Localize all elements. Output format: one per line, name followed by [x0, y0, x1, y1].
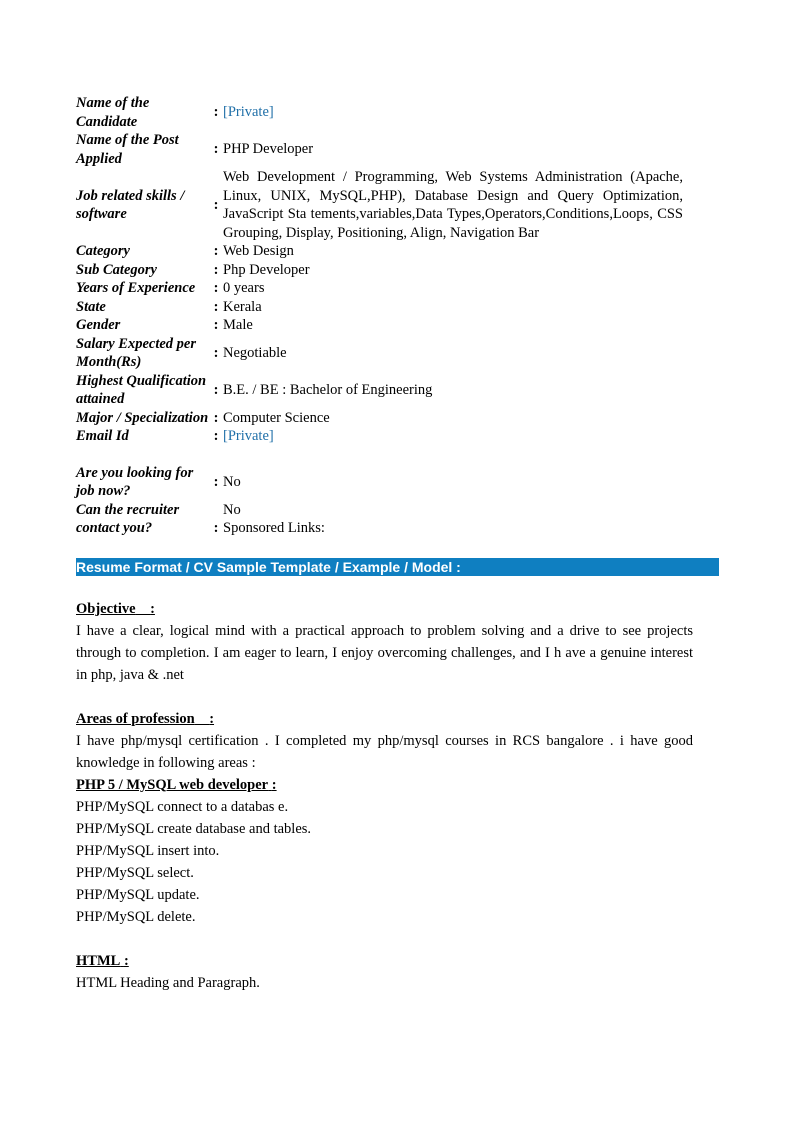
contact-value: No	[223, 501, 241, 518]
profile-value: 0 years	[223, 280, 265, 296]
objective-text: I have a clear, logical mind with a practical approach to problem solving and a drive to see projects through to completion. I am eager to learn, I enjoy overcoming challenges, and I h ave a genuine interest in php, java & .net	[76, 622, 693, 683]
private-link[interactable]: [Private]	[223, 104, 274, 121]
objective-heading	[76, 598, 719, 620]
profile-row	[76, 261, 719, 280]
looking-value: No	[223, 473, 241, 490]
colon: :	[213, 243, 219, 259]
profile-row	[76, 409, 719, 428]
contact-values	[223, 501, 719, 538]
colon: :	[213, 298, 219, 315]
colon: :	[213, 141, 219, 158]
private-link[interactable]: [Private]	[223, 428, 274, 444]
profile-extra-rows	[76, 446, 719, 538]
sponsored-links: Sponsored Links:	[223, 520, 325, 536]
profile-value: Kerala	[223, 298, 262, 315]
profile-row	[76, 427, 719, 446]
profile-value: Computer Science	[223, 409, 330, 426]
topic-item: PHP/MySQL select.	[76, 864, 194, 881]
php-topic-list	[76, 796, 719, 928]
profile-value: B.E. / BE : Bachelor of Engineering	[223, 381, 433, 398]
profile-row	[76, 279, 719, 298]
section-banner: Resume Format / CV Sample Template / Example / Model :	[76, 558, 719, 576]
profile-row	[76, 242, 719, 261]
areas-text: I have php/mysql certification . I completed my php/mysql courses in RCS bangalore . i have good knowledge in following areas :	[76, 732, 693, 771]
spacer	[76, 576, 719, 598]
colon: :	[213, 409, 219, 426]
topic-item: PHP/MySQL create database and tables.	[76, 820, 312, 837]
profile-row	[76, 94, 719, 131]
profile-rows	[76, 94, 719, 446]
profile-label: Gender	[76, 317, 121, 333]
colon: :	[213, 196, 219, 213]
profile-value: Php Developer	[223, 261, 310, 278]
profile-row-contact	[76, 501, 719, 538]
spacer	[76, 686, 719, 708]
profile-label: Years of Experience	[76, 280, 196, 296]
spacer	[76, 928, 719, 950]
areas-heading	[76, 708, 719, 730]
profile-row	[76, 131, 719, 168]
colon: :	[213, 344, 219, 361]
objective-colon: :	[150, 600, 155, 617]
areas-colon: :	[209, 710, 215, 727]
profile-label: Salary Expected per Month(Rs)	[76, 335, 197, 370]
colon: :	[213, 317, 219, 333]
topic-item: HTML Heading and Paragraph.	[76, 974, 260, 991]
profile-row	[76, 335, 719, 372]
colon: :	[213, 280, 219, 296]
objective-heading-text: Objective	[76, 600, 136, 617]
topic-item: PHP/MySQL connect to a databas e.	[76, 798, 289, 815]
php-heading	[76, 774, 719, 796]
colon: :	[213, 428, 219, 444]
profile-row	[76, 372, 719, 409]
php-heading-text: PHP 5 / MySQL web developer	[76, 776, 269, 793]
areas-heading-text: Areas of profession	[76, 710, 195, 727]
looking-label: Are you looking for job now?	[76, 464, 194, 499]
html-colon: :	[123, 952, 129, 969]
contact-label: Can the recruiter contact you?	[76, 501, 180, 536]
profile-label: State	[76, 298, 106, 315]
colon: :	[213, 473, 219, 490]
spacer-row	[76, 446, 719, 464]
html-heading-text: HTML	[76, 952, 121, 969]
profile-value: Web Design	[223, 243, 294, 259]
profile-value: Male	[223, 317, 253, 333]
profile-value: Negotiable	[223, 344, 287, 361]
colon: :	[213, 381, 219, 398]
profile-row	[76, 168, 719, 242]
profile-label: Category	[76, 243, 130, 259]
profile-label: Highest Qualification attained	[76, 372, 207, 407]
topic-item: PHP/MySQL insert into.	[76, 842, 220, 859]
profile-row-looking	[76, 464, 719, 501]
php-colon: :	[271, 776, 277, 793]
profile-value: Web Development / Programming, Web Systems Administration (Apache, Linux, UNIX, MySQL,PHP), Database Design and Query Optimization, JavaScript Sta tements,variables,Data Types,Operators,Conditions,Loops, CSS Grouping, Display, Positioning, Align, Navigation Bar	[223, 169, 683, 241]
profile-label: Name of the Post Applied	[76, 132, 179, 167]
topic-item: PHP/MySQL delete.	[76, 908, 196, 925]
profile-label: Major / Specialization	[76, 409, 209, 426]
topic-item: PHP/MySQL update.	[76, 886, 200, 903]
profile-table	[76, 94, 719, 538]
html-topic-list	[76, 972, 719, 994]
colon: :	[213, 104, 219, 121]
profile-label: Sub Category	[76, 261, 157, 278]
profile-label: Job related skills / software	[76, 187, 185, 222]
profile-label: Name of the Candidate	[76, 95, 150, 130]
profile-value: PHP Developer	[223, 141, 314, 158]
profile-row	[76, 316, 719, 335]
profile-label: Email Id	[76, 428, 129, 444]
colon: :	[213, 261, 219, 278]
colon: :	[213, 520, 219, 536]
resume-page	[76, 94, 719, 994]
html-heading	[76, 950, 719, 972]
profile-row	[76, 298, 719, 317]
